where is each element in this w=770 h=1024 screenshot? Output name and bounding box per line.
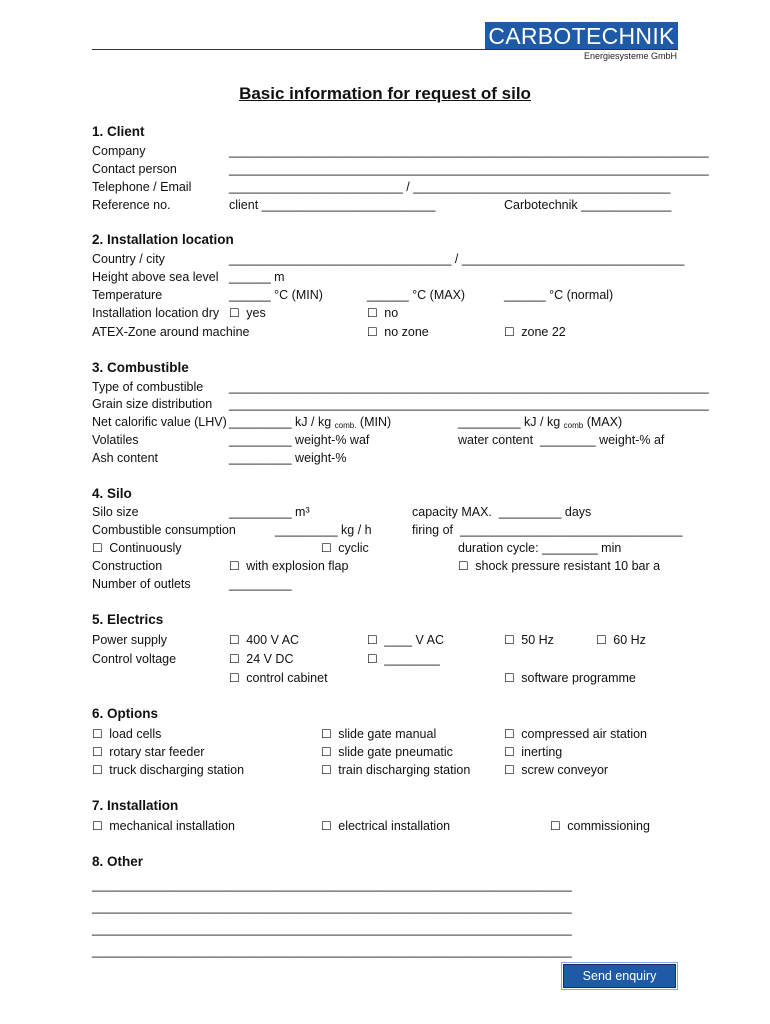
label-silo-size: Silo size (92, 505, 139, 519)
silo-size-field[interactable]: _________ m³ (229, 505, 310, 519)
checkbox-slide-gate-pneumatic[interactable]: ☐ slide gate pneumatic (321, 745, 453, 759)
checkbox-icon: ☐ (550, 819, 561, 833)
label-location-dry: Installation location dry (92, 306, 220, 320)
label-ash-content: Ash content (92, 451, 159, 465)
checkbox-icon: ☐ (367, 652, 378, 666)
telephone-email-field[interactable]: _________________________ / _____________________________________ (229, 180, 671, 194)
checkbox-icon: ☐ (92, 745, 103, 759)
checkbox-icon: ☐ (321, 819, 332, 833)
ncv-max-field[interactable]: _________ kJ / kg $_{comb}$ (MAX) (458, 415, 623, 430)
section-heading-silo: 4. Silo (92, 486, 132, 501)
section-heading-electrics: 5. Electrics (92, 612, 164, 627)
label-control-voltage: Control voltage (92, 652, 177, 666)
label-atex-zone: ATEX-Zone around machine (92, 325, 250, 339)
checkbox-50hz[interactable]: ☐ 50 Hz (504, 633, 554, 647)
section-heading-combustible: 3. Combustible (92, 360, 189, 375)
checkbox-icon: ☐ (504, 325, 515, 339)
checkbox-icon: ☐ (504, 763, 515, 777)
combustible-type-field[interactable]: _____________________________________________________________________ (229, 380, 709, 394)
other-line-3[interactable]: _____________________________________________________________________ (92, 922, 572, 936)
checkbox-icon: ☐ (229, 559, 240, 573)
label-company: Company (92, 144, 146, 158)
checkbox-commissioning[interactable]: ☐ commissioning (550, 819, 650, 833)
checkbox-icon: ☐ (367, 325, 378, 339)
checkbox-icon: ☐ (321, 541, 332, 555)
reference-client-field[interactable]: client _________________________ (229, 198, 436, 212)
checkbox-icon: ☐ (92, 541, 103, 555)
checkbox-train-discharging-station[interactable]: ☐ train discharging station (321, 763, 471, 777)
checkbox-electrical-installation[interactable]: ☐ electrical installation (321, 819, 451, 833)
checkbox-400v-ac[interactable]: ☐ 400 V AC (229, 633, 300, 647)
water-content-field[interactable]: water content ________ weight-% af (458, 433, 665, 447)
other-line-4[interactable]: _____________________________________________________________________ (92, 944, 572, 958)
checkbox-screw-conveyor[interactable]: ☐ screw conveyor (504, 763, 609, 777)
checkbox-icon: ☐ (229, 652, 240, 666)
checkbox-icon: ☐ (504, 633, 515, 647)
page-title: Basic information for request of silo (239, 84, 531, 103)
section-heading-installation-location: 2. Installation location (92, 232, 234, 247)
section-heading-installation: 7. Installation (92, 798, 179, 813)
checkbox-slide-gate-manual[interactable]: ☐ slide gate manual (321, 727, 437, 741)
checkbox-load-cells[interactable]: ☐ load cells (92, 727, 162, 741)
checkbox-atex-zone-22[interactable]: ☐ zone 22 (504, 325, 566, 339)
section-heading-client: 1. Client (92, 124, 145, 139)
logo-text: CARBOTECHNIK (488, 22, 675, 49)
checkbox-icon: ☐ (367, 633, 378, 647)
checkbox-atex-no-zone[interactable]: ☐ no zone (367, 325, 429, 339)
firing-of-field[interactable]: firing of ________________________________ (412, 523, 683, 537)
checkbox-icon: ☐ (504, 727, 515, 741)
reference-carbotechnik-field[interactable]: Carbotechnik _____________ (504, 198, 672, 212)
checkbox-dry-no[interactable]: ☐ no (367, 306, 399, 320)
checkbox-mechanical-installation[interactable]: ☐ mechanical installation (92, 819, 236, 833)
section-heading-options: 6. Options (92, 706, 159, 721)
checkbox-icon: ☐ (92, 819, 103, 833)
checkbox-icon: ☐ (321, 727, 332, 741)
checkbox-icon: ☐ (229, 633, 240, 647)
checkbox-continuously[interactable]: ☐ Continuously (92, 541, 182, 555)
checkbox-shock-pressure[interactable]: ☐ shock pressure resistant 10 bar a (458, 559, 661, 573)
checkbox-icon: ☐ (92, 763, 103, 777)
other-line-2[interactable]: _____________________________________________________________________ (92, 900, 572, 914)
company-field[interactable]: _____________________________________________________________________ (229, 144, 709, 158)
label-temperature: Temperature (92, 288, 163, 302)
outlets-field[interactable]: _________ (229, 577, 292, 591)
ncv-min-field[interactable]: _________ kJ / kg $_{comb.}$ (MIN) (229, 415, 392, 430)
checkbox-icon: ☐ (458, 559, 469, 573)
height-field[interactable]: ______ m (229, 270, 285, 284)
checkbox-icon: ☐ (596, 633, 607, 647)
ash-content-field[interactable]: _________ weight-% (229, 451, 347, 465)
checkbox-icon: ☐ (92, 727, 103, 741)
checkbox-icon: ☐ (367, 306, 378, 320)
checkbox-software-programme[interactable]: ☐ software programme (504, 671, 636, 685)
grain-size-field[interactable]: _____________________________________________________________________ (229, 397, 709, 411)
checkbox-cyclic[interactable]: ☐ cyclic (321, 541, 369, 555)
checkbox-24v-dc[interactable]: ☐ 24 V DC (229, 652, 294, 666)
country-city-field[interactable]: ________________________________ / ________________________________ (229, 252, 685, 266)
checkbox-other-voltage[interactable]: ☐ ________ (367, 652, 440, 666)
label-combustible-type: Type of combustible (92, 380, 204, 394)
label-contact-person: Contact person (92, 162, 177, 176)
temperature-max-field[interactable]: ______ °C (MAX) (367, 288, 466, 302)
volatiles-field[interactable]: _________ weight-% waf (229, 433, 370, 447)
company-logo (485, 22, 678, 50)
label-number-of-outlets: Number of outlets (92, 577, 191, 591)
header-divider (92, 49, 678, 50)
label-net-calorific-value: Net calorific value (LHV) (92, 415, 227, 429)
temperature-normal-field[interactable]: ______ °C (normal) (504, 288, 614, 302)
other-line-1[interactable]: _____________________________________________________________________ (92, 878, 572, 892)
label-country-city: Country / city (92, 252, 165, 266)
logo-subtitle: Energiesysteme GmbH (583, 51, 677, 61)
label-grain-size: Grain size distribution (92, 397, 213, 411)
checkbox-control-cabinet[interactable]: ☐ control cabinet (229, 671, 328, 685)
label-reference-no: Reference no. (92, 198, 171, 212)
checkbox-icon: ☐ (229, 306, 240, 320)
checkbox-icon: ☐ (229, 671, 240, 685)
label-construction: Construction (92, 559, 163, 573)
section-heading-other: 8. Other (92, 854, 144, 869)
consumption-field[interactable]: _________ kg / h (275, 523, 372, 537)
capacity-max-field[interactable]: capacity MAX. _________ days (412, 505, 592, 519)
label-combustible-consumption: Combustible consumption (92, 523, 236, 537)
contact-person-field[interactable]: _____________________________________________________________________ (229, 162, 709, 176)
send-enquiry-button[interactable]: Send enquiry (563, 964, 676, 988)
checkbox-dry-yes[interactable]: ☐ yes (229, 306, 266, 320)
label-height: Height above sea level (92, 270, 219, 284)
checkbox-inerting[interactable]: ☐ inerting (504, 745, 563, 759)
label-telephone-email: Telephone / Email (92, 180, 192, 194)
checkbox-60hz[interactable]: ☐ 60 Hz (596, 633, 646, 647)
checkbox-explosion-flap[interactable]: ☐ with explosion flap (229, 559, 349, 573)
checkbox-icon: ☐ (504, 671, 515, 685)
checkbox-truck-discharging-station[interactable]: ☐ truck discharging station (92, 763, 245, 777)
checkbox-icon: ☐ (321, 763, 332, 777)
checkbox-rotary-star-feeder[interactable]: ☐ rotary star feeder (92, 745, 205, 759)
checkbox-icon: ☐ (504, 745, 515, 759)
label-power-supply: Power supply (92, 633, 168, 647)
label-volatiles: Volatiles (92, 433, 139, 447)
checkbox-icon: ☐ (321, 745, 332, 759)
duration-cycle-field[interactable]: duration cycle: ________ min (458, 541, 622, 555)
temperature-min-field[interactable]: ______ °C (MIN) (229, 288, 323, 302)
checkbox-custom-v-ac[interactable]: ☐ ____ V AC (367, 633, 445, 647)
checkbox-compressed-air-station[interactable]: ☐ compressed air station (504, 727, 648, 741)
